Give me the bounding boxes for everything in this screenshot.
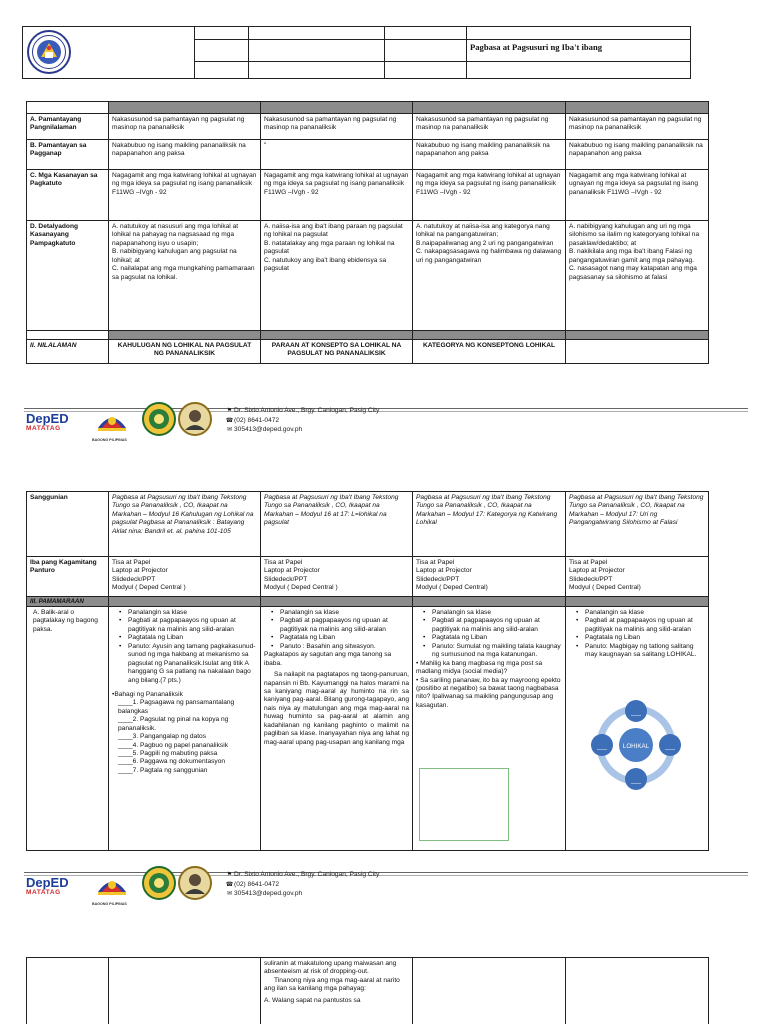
email-icon: ✉ xyxy=(226,427,233,434)
list-item: • Pagbati at pagpapaayos ng upuan at pagtitiyak na malinis ang silid-aralan xyxy=(569,617,705,634)
phone-text: (02) 8641-0472 xyxy=(234,880,280,888)
table-cell: Tisa at Papel Laptop at Projector Slidedeck/PPT Modyul ( Deped Central ) xyxy=(261,557,413,597)
list-item: • Panalangin sa klase xyxy=(264,609,409,617)
school-seal-icon xyxy=(142,402,176,436)
school-seal-icon xyxy=(142,866,176,900)
diagram-blank: ___ xyxy=(630,710,642,716)
list-item: • Panalangin sa klase xyxy=(569,609,705,617)
table-cell: Nakasusunod sa pamantayan ng pagsulat ng masinop na pananaliksik xyxy=(566,114,709,140)
table-cell xyxy=(413,607,566,851)
diagram-center-label: LOHIKAL xyxy=(622,743,650,750)
table-cell: Nakabubuo ng isang maikling pananaliksik na napapanahon ang paksa xyxy=(566,140,709,170)
list-item: • Panuto: Ayusin ang tamang pagkakasunud-sunod ng mga hakbang at mekanismo sa pagsulat ng Pananaliksik.Isulat ang titik A hanggang G sa patlang na nakalaan bago ang bilang.(7 pts.) xyxy=(112,643,257,685)
email-text: 305413@deped.gov.ph xyxy=(234,890,303,898)
contact-info xyxy=(225,406,379,435)
contact-info xyxy=(225,870,379,899)
content-topic: PARAAN AT KONSEPTO SA LOHIKAL NA PAGSULAT NG PANANALIKSIK xyxy=(261,340,413,364)
table-cell: Nakabubuo ng isang maikling pananaliksik na napapanahon ang paksa xyxy=(109,140,261,170)
table-cell: Pagbasa at Pagsusuri ng Iba't Ibang Tekstong Tungo sa Pananaliksik , CO, Ikaapat na Markahan – Modyul 16 Kahulugan ng Lohikal na pagsulat Pagbasa at Pananaliksik : Batayang Aklat nina: Bandril et. al. pahina 101-105 xyxy=(109,492,261,557)
table-cell: Nagagamit ang mga katwirang lohikal at ugnayan ng mga ideya sa pagsulat ng isang pananaliksik F11WG –IVgh - 92 xyxy=(566,170,709,221)
row-label-detalyadong-kasanayan: D. Detalyadong Kasanayang Pampagkatuto xyxy=(27,221,109,331)
list-item: • Pagtatala ng Liban xyxy=(416,634,562,642)
letterhead-footer xyxy=(24,398,748,458)
table-cell: Nakabubuo ng isang maikling pananaliksik na napapanahon ang paksa xyxy=(413,140,566,170)
list-item: • Pagtatala ng Liban xyxy=(569,634,705,642)
table-cell: Nakasusunod sa pamantayan ng pagsulat ng masinop na pananaliksik xyxy=(109,114,261,140)
list-item: • Pagbati at pagpapaayos ng upuan at pagtitiyak na malinis ang silid-aralan xyxy=(264,617,409,634)
phone-icon: ☎ xyxy=(225,881,234,888)
address-text: Dr. Sixto Antonio Ave., Brgy. Caniogan, Pasig City xyxy=(234,871,380,878)
list-item: ____6. Paggawa ng dokumentasyon xyxy=(118,758,226,766)
row-label-pamantayan-sa-pagganap: B. Pamantayan sa Pagganap xyxy=(27,140,109,170)
list-item: ____5. Pagpili ng mabuting paksa xyxy=(118,750,218,757)
list-item: • Pagtatala ng Liban xyxy=(264,634,409,642)
table-cell: Tisa at Papel Laptop at Projector Slidedeck/PPT Modyul ( Deped Central) xyxy=(566,557,709,597)
table-cell: A. natutukoy at nasusuri ang mga lohikal at lohikal na pahayag na nagsasaad ng mga napapanahong isyu o usapin; B. nabibigyang kahulugan ang pagsulat na lohikal; at C. nailalapat ang mga mungkahing pamamaraan sa pagsulat na lohikal. xyxy=(109,221,261,331)
list-item: ____3. Pangangalap ng datos xyxy=(118,733,206,741)
objectives-table xyxy=(26,101,708,364)
email-icon: ✉ xyxy=(226,891,233,898)
table-cell xyxy=(566,607,709,851)
list-item: • Panalangin sa klase xyxy=(416,609,562,617)
list-item: • Panuto : Basahin ang sitwasyon. xyxy=(264,643,409,651)
row-label-kagamitan: Iba pang Kagamitang Panturo xyxy=(27,557,109,597)
logo-cell xyxy=(23,27,195,79)
content-topic: KATEGORYA NG KONSEPTONG LOHIKAL xyxy=(413,340,566,364)
bagong-pilipinas-icon xyxy=(94,406,130,438)
table-cell: Pagbasa at Pagsusuri ng Iba't Ibang Tekstong Tungo sa Pananaliksik , CO, Ikaapat na Markahan – Modyul 17: Kategorya ng Katwirang Lohikal xyxy=(413,492,566,557)
list-item: • Pagbati at pagpapaayos ng upuan at pagtitiyak na malinis ang silid-aralan xyxy=(112,617,257,634)
subject-title: Pagbasa at Pagsusuri ng Iba't ibang xyxy=(467,40,691,62)
table-cell: A. naiisa-isa ang iba't ibang paraan ng pagsulat ng lohikal na pagsulat B. natatalakay ang mga paraan ng lohikal na pagsulat C. natutukoy ang iba't ibang ebidensya sa pagsulat xyxy=(261,221,413,331)
table-cell: Tisa at Papel Laptop at Projector Slidedeck/PPT Modyul ( Deped Central ) xyxy=(109,557,261,597)
row-label-mga-kasanayan: C. Mga Kasanayan sa Pagkatuto xyxy=(27,170,109,221)
table-cell: Pagbasa at Pagsusuri ng Iba't Ibang Tekstong Tungo sa Pananaliksik , CO, Ikaapat na Markahan – Modyul 17: Uri ng Pangangatwirang Silohismo at Falasi xyxy=(566,492,709,557)
email-text: 305413@deped.gov.ph xyxy=(234,426,303,434)
paragraph: A. Walang sapat na pantustos sa xyxy=(264,996,361,1004)
list-item: • Panuto: Magbigay ng tatlong salitang may kaugnayan sa salitang LOHIKAL. xyxy=(569,643,705,660)
row-label-pamantayang-pangnilalaman: A. Pamantayang Pangnilalaman xyxy=(27,114,109,140)
portrait-seal-icon xyxy=(178,866,212,900)
bagong-pilipinas-text: BAGONG PILIPINAS xyxy=(92,902,127,906)
row-label-balik-aral: A. Balik-aral o pagtalakay ng bagong paksa. xyxy=(27,607,109,851)
deped-matatag-logo: DepED MATATAG xyxy=(26,875,69,896)
content-topic: KAHULUGAN NG LOHIKAL NA PAGSULAT NG PANANALIKSIK xyxy=(109,340,261,364)
table-cell: Pagbasa at Pagsusuri ng Iba't Ibang Tekstong Tungo sa Pananaliksik , CO, Ikaapat na Markahan – Modyul 16 at 17: L=lohikal na pagsulat xyxy=(261,492,413,557)
table-cell xyxy=(261,607,413,851)
phone-text: (02) 8641-0472 xyxy=(234,416,280,424)
table-cell: Nakasusunod sa pamantayan ng pagsulat ng masinop na pananaliksik xyxy=(261,114,413,140)
location-icon: ⚑ xyxy=(226,872,233,878)
table-cell: Nagagamit ang mga katwirang lohikal at ugnayan ng mga ideya sa pagsulat ng isang pananaliksik F11WG –IVgh - 92 xyxy=(109,170,261,221)
paragraph: suliranin at makatulong upang maiwasan ang absenteeism at risk of dropping-out. xyxy=(264,960,397,976)
diagram-blank: ___ xyxy=(630,778,642,784)
deped-seal-icon xyxy=(27,30,71,74)
continuation-table xyxy=(26,957,708,1024)
table-cell: A. nabibigyang kahulugan ang uri ng mga silohismo sa ilalim ng kategoryang lohikal na pasaklaw/dedaktibo; at B. nakikilala ang mga iba't ibang Falasi ng pangangatuwiran gamit ang mga pahayag. C. nasasagot nang may katapatan ang mga pagsasanay sa silohismo at falasi xyxy=(566,221,709,331)
diagram-blank: ___ xyxy=(596,744,608,750)
paragraph: Pagkatapos ay sagutan ang mga tanong sa ibaba. xyxy=(264,651,392,667)
question: • Sa sariling pananaw, ito ba ay mayroong epekto (positibo at negatibo) sa bawat taong nagbabasa nito? Ipaliwanag sa maikling pangungusap ang kasagutan. xyxy=(416,676,561,709)
list-item: • Pagbati at pagpapaayos ng upuan at pagtitiyak na malinis ang silid-aralan xyxy=(416,617,562,634)
table-cell xyxy=(261,958,413,1024)
bagong-pilipinas-icon xyxy=(94,870,130,902)
letterhead-footer xyxy=(24,862,748,922)
header-block xyxy=(22,26,690,78)
list-item: ____2. Pagsulat ng pinal na kopya ng pananaliksik. xyxy=(118,716,229,732)
bagong-pilipinas-text: BAGONG PILIPINAS xyxy=(92,438,127,442)
row-label-sanggunian: Sanggunian xyxy=(27,492,109,557)
lohikal-concept-diagram xyxy=(588,697,684,793)
answer-box xyxy=(419,768,509,841)
location-icon: ⚑ xyxy=(226,408,233,414)
table-cell: " xyxy=(261,140,413,170)
diagram-blank: ___ xyxy=(664,744,676,750)
table-cell xyxy=(109,607,261,851)
content-topic xyxy=(566,340,709,364)
row-label-pamamaraan: III. PAMAMARAAN xyxy=(27,597,109,607)
address-text: Dr. Sixto Antonio Ave., Brgy. Caniogan, Pasig City xyxy=(234,407,380,414)
list-item: • Panuto: Sumulat ng maikling talata kaugnay ng sumusunod na mga katanungan. xyxy=(416,643,562,660)
question: • Mahilig ka bang magbasa ng mga post sa madlang midya (social media)? xyxy=(416,659,543,676)
deped-matatag-logo: DepED MATATAG xyxy=(26,411,69,432)
table-cell: Nagagamit ang mga katwirang lohikal at ugnayan ng mga ideya sa pagsulat ng isang pananaliksik F11WG –IVgh - 92 xyxy=(261,170,413,221)
list-item: • Panalangin sa klase xyxy=(112,609,257,617)
list-item: • Pagtatala ng Liban xyxy=(112,634,257,642)
procedure-table xyxy=(26,491,708,851)
table-cell: Nagagamit ang mga katwirang lohikal at ugnayan ng mga ideya sa pagsulat ng isang pananaliksik F11WG –IVgh - 92 xyxy=(413,170,566,221)
table-cell: Tisa at Papel Laptop at Projector Slidedeck/PPT Modyul ( Deped Central) xyxy=(413,557,566,597)
table-cell: A. natutukoy at naiisa-isa ang kategorya nang lohikal na pangangatuwiran; B.naipapaliwanag ang 2 uri ng pangangatwiran C. nakapagsasagawa ng halimbawa ng dalawang uri ng pangangatwiran xyxy=(413,221,566,331)
list-item: ____7. Pagtala ng sanggunian xyxy=(118,766,208,774)
paragraph: Sa nailapit na pagtatapos ng taong-panuruan, napansin ni Bb. Kayumanggi na halos marami na sa kaniyang mag-aaral ay huminto na rin sa kaniyang pag-aaral. Bilang gurong-tagapayo, ang nais niya ay matulungan ang mga mag-aaral na huwag huminto sa pag-aaral at alamin ang kadahilanan ng kanilang paghinto o malimit na pagliban sa klase. Inanyayahan niya ang lahat ng mag-aaral upang pag-usapan ang kanilang mga xyxy=(264,671,409,746)
portrait-seal-icon xyxy=(178,402,212,436)
list-item: ____1. Pagsagawa ng pansamantalang balangkas xyxy=(118,699,235,715)
list-heading: •Bahagi ng Pananaliksik xyxy=(112,690,183,698)
phone-icon: ☎ xyxy=(225,417,234,424)
row-label-nilalaman: II. NILALAMAN xyxy=(27,340,109,364)
paragraph: Tinanong niya ang mga mag-aaral at narito ang ilan sa kanilang mga pahayag: xyxy=(264,976,400,993)
table-cell: Nakasusunod sa pamantayan ng pagsulat ng masinop na pananaliksik xyxy=(413,114,566,140)
list-item: ____4. Pagbuo ng papel pananaliksik xyxy=(118,741,228,749)
